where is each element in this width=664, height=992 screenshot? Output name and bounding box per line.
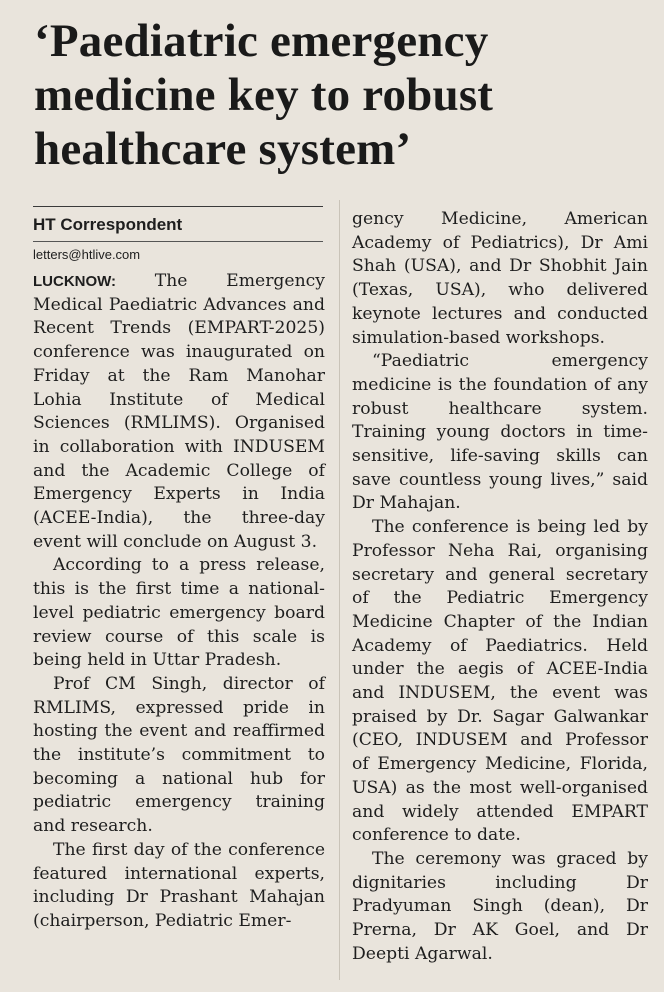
byline: HT Correspondent (33, 215, 183, 234)
paragraph-8: The ceremony was graced by dignitaries including Dr Pradyuman Singh (dean), Dr Prerna, Dr AK Goel, and Dr Deepti Agarwal. (352, 848, 648, 964)
paragraph-1-text: The Emergency Medical Paediatric Advances and Recent Trends (EMPART-2025) conference was inaugurated on Friday at the Ram Manohar Lohia Institute of Medical Sciences (RMLIMS). Organised in collaboration with INDUSEM and the Academic College of Emergency Experts in India (ACEE-India), the three-day event will conclude on August 3. (33, 271, 325, 552)
headline: ‘Paediatric emergency medicine key to robust healthcare system’ (34, 15, 494, 175)
byline-rule (33, 241, 323, 242)
paragraph-2: According to a press release, this is the first time a national-level pediatric emergency board review course of this scale is being held in Uttar Pradesh. (33, 555, 325, 671)
paragraph-4: The first day of the conference featured international experts, including Dr Prashant Mahajan (chairperson, Pediatric Emer- (33, 839, 325, 931)
paragraph-3: Prof CM Singh, director of RMLIMS, expressed pride in hosting the event and reaffirmed the institute’s commitment to becoming a national hub for pediatric emergency training and research. (33, 673, 325, 837)
paragraph-7: The conference is being led by Professor Neha Rai, organising secretary and general secretary of the Pediatric Emergency Medicine Chapter of the Indian Academy of Paediatrics. Held under the aegis of ACEE-India and INDUSEM, the event was praised by Dr. Sagar Galwankar (CEO, INDUSEM and Professor of Emergency Medicine, Florida, USA) as the most well-organised and widely attended EMPART conference to date. (352, 517, 648, 846)
column-divider (339, 200, 340, 980)
paragraph-5: gency Medicine, American Academy of Pediatrics), Dr Ami Shah (USA), and Dr Shobhit Jain (Texas, USA), who delivered keynote lectures and conducted simulation-based workshops. (352, 209, 648, 348)
paragraph-6: “Paediatric emergency medicine is the foundation of any robust healthcare system. Training young doctors in time-sensitive, life-saving skills can save countless young lives,” said Dr Mahajan. (352, 351, 648, 514)
column-right (352, 208, 648, 967)
dateline: LUCKNOW: (33, 273, 117, 290)
paragraph-1 (33, 270, 325, 554)
column-left (33, 206, 325, 934)
top-rule (33, 206, 323, 207)
email: letters@htlive.com (33, 247, 141, 262)
